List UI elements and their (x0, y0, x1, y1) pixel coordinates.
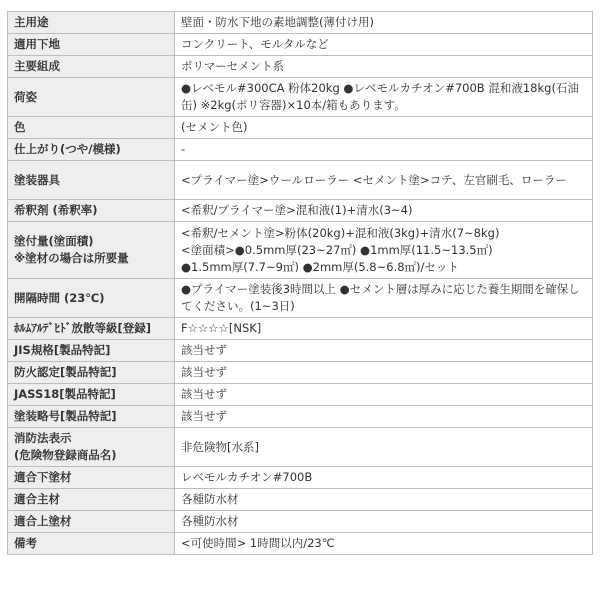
row-value: ポリマーセメント系 (175, 56, 593, 78)
table-row (8, 139, 593, 161)
table-row (8, 222, 593, 279)
table-row (8, 428, 593, 467)
row-value: <希釈/セメント塗>粉体(20kg)+混和液(3kg)+清水(7~8kg) <塗面積>●0.5mm厚(23~27㎡) ●1mm厚(11.5~13.5㎡) ●1.5mm厚(7.7~9㎡) ●2mm厚(5.8~6.8㎡)/セット (175, 222, 593, 279)
row-value: 非危険物[水系] (175, 428, 593, 467)
row-label: 色 (8, 117, 175, 139)
table-row (8, 362, 593, 384)
spec-table-container (7, 11, 593, 555)
row-value: F☆☆☆☆[NSK] (175, 318, 593, 340)
row-label: 希釈剤 (希釈率) (8, 200, 175, 222)
table-row (8, 489, 593, 511)
row-value: 各種防水材 (175, 489, 593, 511)
table-row (8, 467, 593, 489)
row-value: <可使時間> 1時間以内/23℃ (175, 533, 593, 555)
row-label: 仕上がり(つや/模様) (8, 139, 175, 161)
row-label: JIS規格[製品特記] (8, 340, 175, 362)
row-value: ●レベモル#300CA 粉体20kg ●レベモルカチオン#700B 混和液18kg(石油缶) ※2kg(ポリ容器)×10本/箱もあります。 (175, 78, 593, 117)
row-value: 該当せず (175, 406, 593, 428)
row-value: 該当せず (175, 362, 593, 384)
row-label: 適合主材 (8, 489, 175, 511)
row-value: ●プライマー塗装後3時間以上 ●セメント層は厚みに応じた養生期間を確保してください。(1~3日) (175, 279, 593, 318)
table-row (8, 340, 593, 362)
table-row (8, 279, 593, 318)
row-label: 荷姿 (8, 78, 175, 117)
row-label: 備考 (8, 533, 175, 555)
row-label: 防火認定[製品特記] (8, 362, 175, 384)
row-label: 適合下塗材 (8, 467, 175, 489)
row-label: 主要組成 (8, 56, 175, 78)
row-value: <プライマー塗>ウールローラー <セメント塗>コテ、左官刷毛、ローラー (175, 161, 593, 200)
spec-table (7, 11, 593, 555)
row-value: 該当せず (175, 340, 593, 362)
row-value: レベモルカチオン#700B (175, 467, 593, 489)
row-value: 各種防水材 (175, 511, 593, 533)
row-value: - (175, 139, 593, 161)
row-label: 消防法表示 (危険物登録商品名) (8, 428, 175, 467)
row-value: 壁面・防水下地の素地調整(薄付け用) (175, 12, 593, 34)
row-label: 開隔時間 (23℃) (8, 279, 175, 318)
table-row (8, 406, 593, 428)
row-value: <希釈/プライマー塗>混和液(1)+清水(3~4) (175, 200, 593, 222)
table-row (8, 318, 593, 340)
row-label: 塗装略号[製品特記] (8, 406, 175, 428)
row-label: ﾎﾙﾑｱﾙﾃﾞﾋﾄﾞ放散等級[登録] (8, 318, 175, 340)
table-row (8, 200, 593, 222)
row-value: コンクリート、モルタルなど (175, 34, 593, 56)
row-label: 塗装器具 (8, 161, 175, 200)
table-row (8, 161, 593, 200)
table-row (8, 533, 593, 555)
table-row (8, 511, 593, 533)
table-row (8, 78, 593, 117)
table-row (8, 56, 593, 78)
row-label: 主用途 (8, 12, 175, 34)
row-label: 塗付量(塗面積) ※塗材の場合は所要量 (8, 222, 175, 279)
row-label: JASS18[製品特記] (8, 384, 175, 406)
row-label: 適用下地 (8, 34, 175, 56)
table-row (8, 117, 593, 139)
row-label: 適合上塗材 (8, 511, 175, 533)
table-row (8, 34, 593, 56)
table-row (8, 384, 593, 406)
table-row (8, 12, 593, 34)
row-value: 該当せず (175, 384, 593, 406)
row-value: (セメント色) (175, 117, 593, 139)
